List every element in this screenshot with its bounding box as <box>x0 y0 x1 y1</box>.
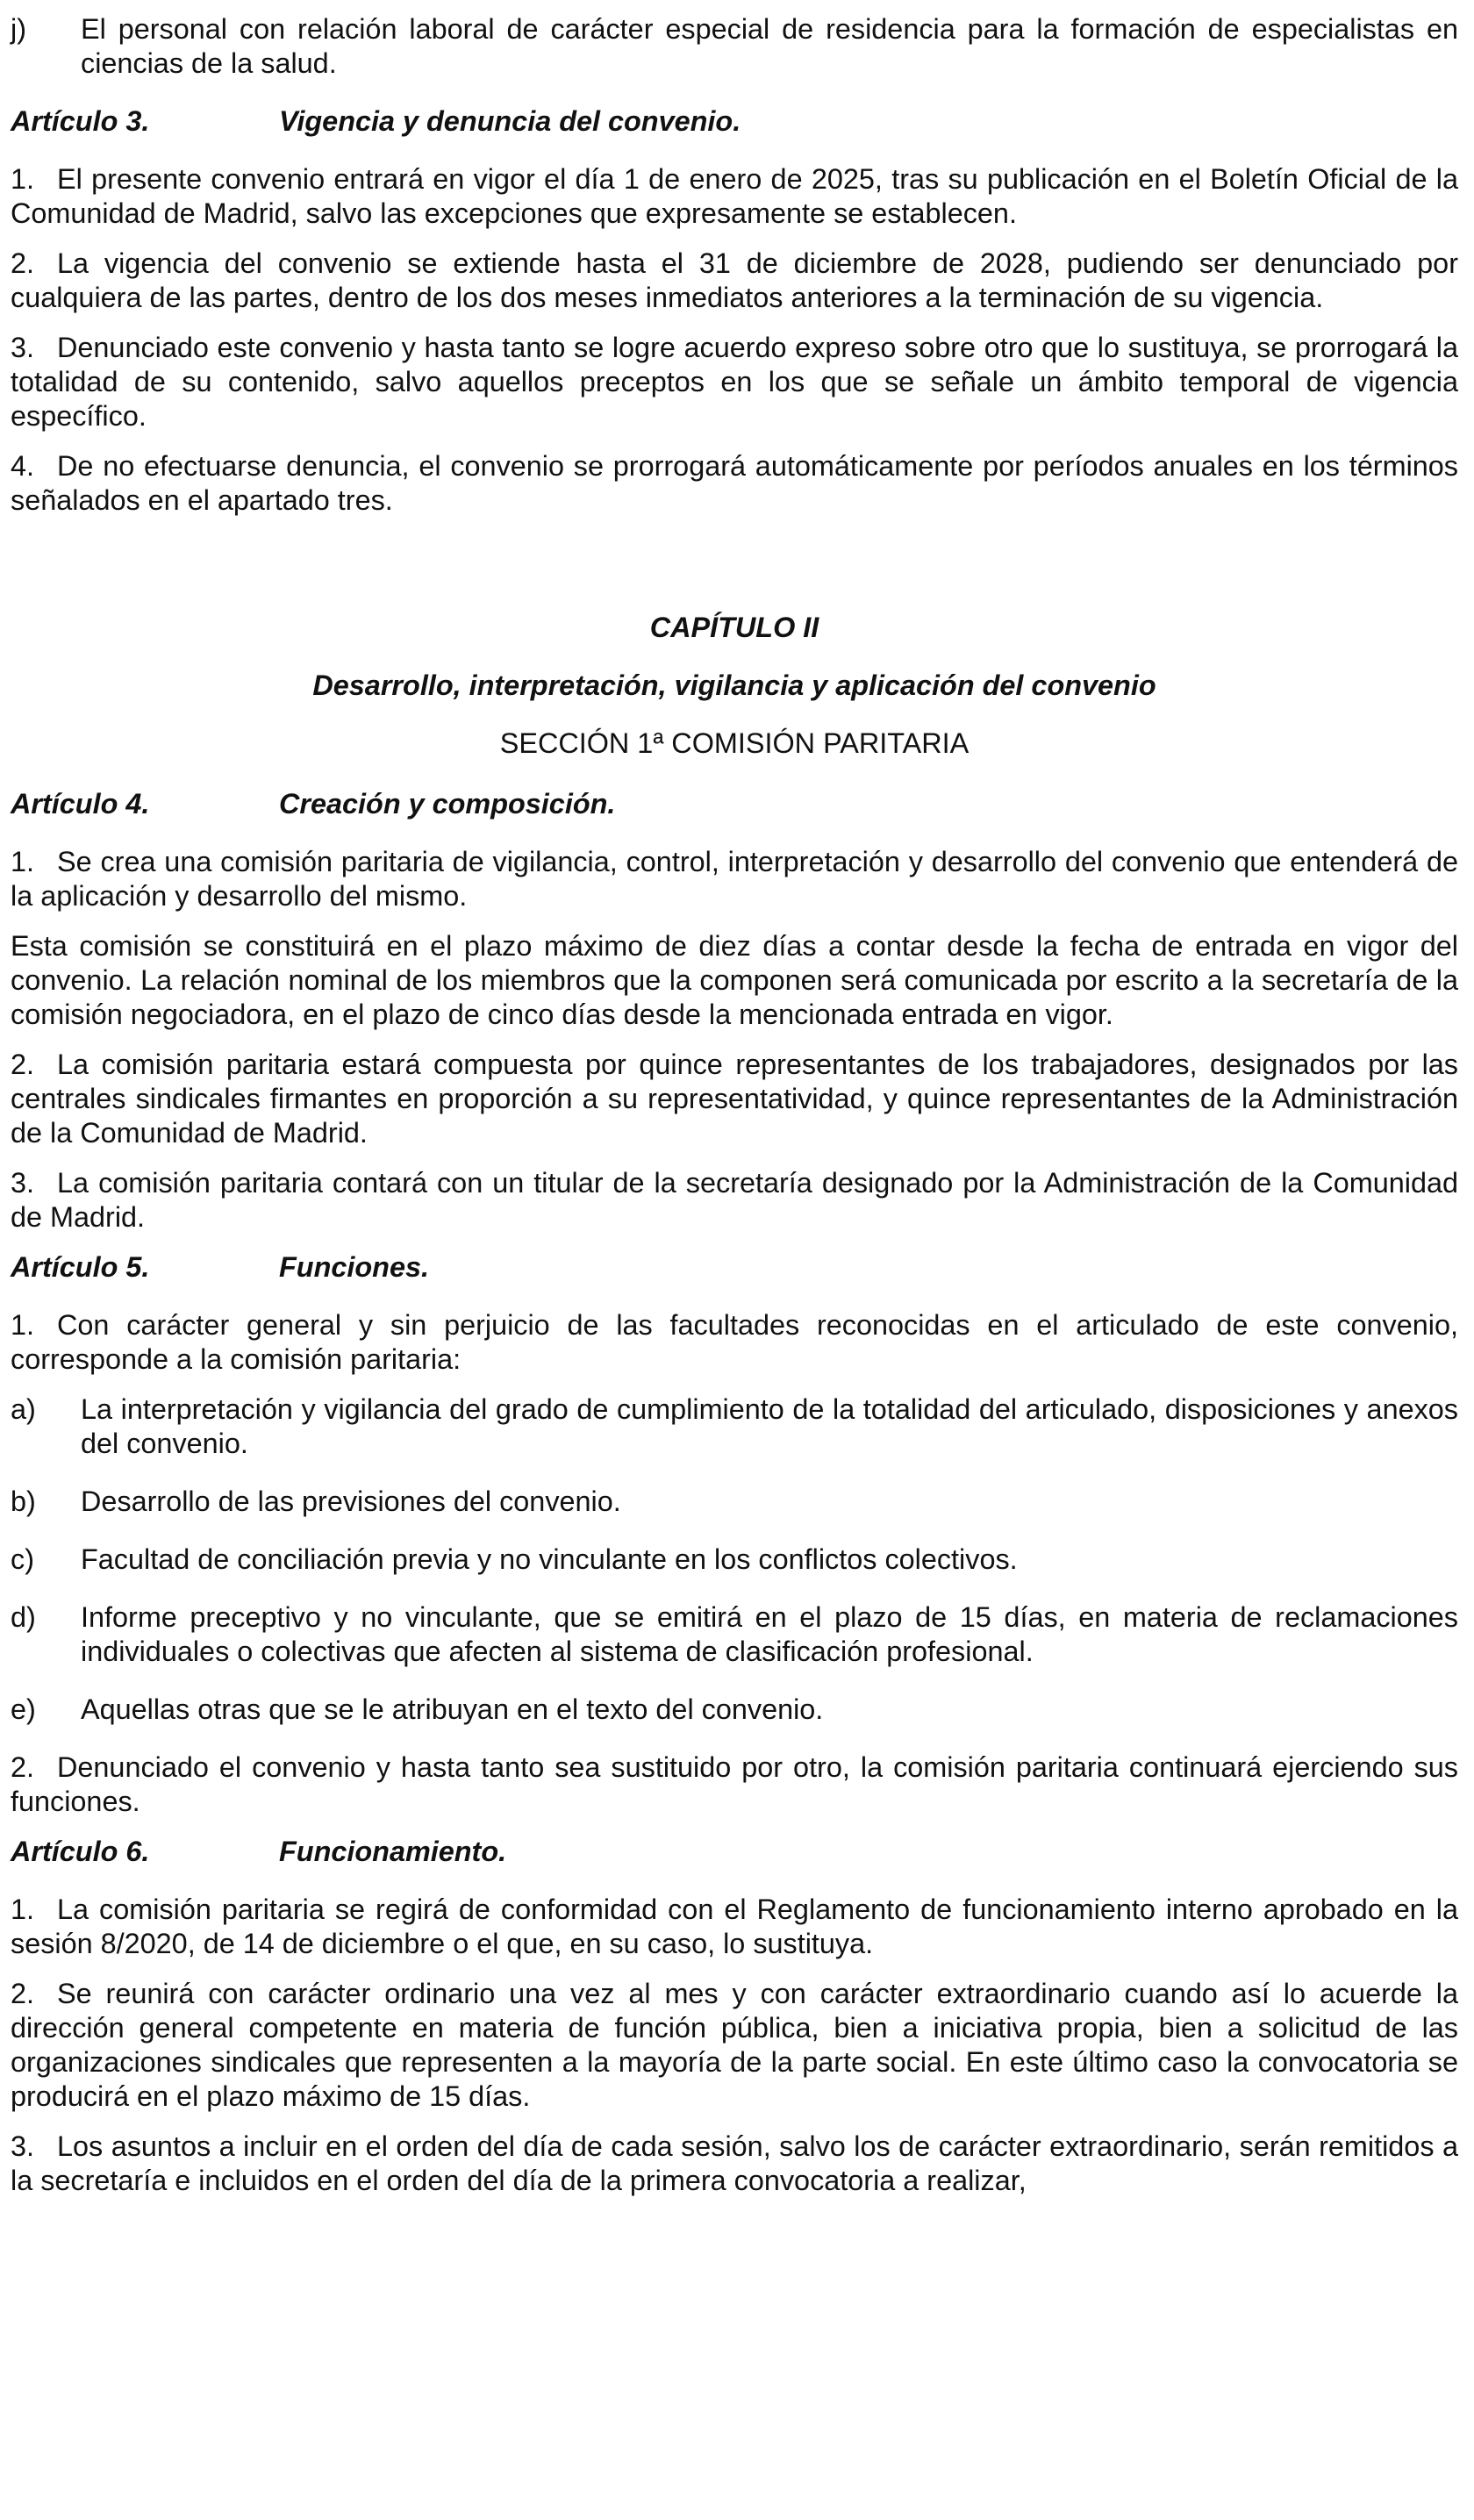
paragraph-text: Se crea una comisión paritaria de vigilancia, control, interpretación y desarrollo del convenio que entenderá de la aplicación y desarrollo del mismo. <box>11 846 1458 912</box>
paragraph-number: 2. <box>11 1049 35 1080</box>
paragraph <box>11 929 1458 1032</box>
chapter-heading: CAPÍTULO II <box>649 612 819 643</box>
list-label: c) <box>11 1543 34 1575</box>
list-text: La interpretación y vigilancia del grado de cumplimiento de la totalidad del articulado, disposiciones y anexos del convenio. <box>81 1393 1458 1459</box>
paragraph-number: 1. <box>11 1309 35 1341</box>
paragraph-text: Se reunirá con carácter ordinario una vez al mes y con carácter extraordinario cuando así lo acuerde la dirección general competente en materia de función pública, bien a iniciativa propia, bien a solicitud de las organizaciones sindicales que representen a la mayoría de la parte social. En este último caso la convocatoria se producirá en el plazo máximo de 15 días. <box>11 1978 1458 2112</box>
list-item-b <box>11 1485 1458 1519</box>
list-label: a) <box>11 1393 36 1425</box>
paragraph-number: 4. <box>11 450 35 482</box>
paragraph-number: 2. <box>11 247 35 279</box>
paragraph-number: 1. <box>11 163 35 195</box>
paragraph <box>11 2130 1458 2198</box>
paragraph-number: 3. <box>11 2130 35 2162</box>
list-label: j) <box>11 13 26 45</box>
article-5-heading <box>11 1250 1458 1285</box>
paragraph-text: Denunciado el convenio y hasta tanto sea sustituido por otro, la comisión paritaria continuará ejerciendo sus funciones. <box>11 1751 1458 1817</box>
article-label: Artículo 6. <box>11 1836 150 1867</box>
list-label: e) <box>11 1693 36 1725</box>
paragraph-number: 1. <box>11 846 35 877</box>
list-text: Desarrollo de las previsiones del convenio. <box>81 1486 621 1517</box>
paragraph <box>11 1166 1458 1235</box>
list-item-j <box>11 12 1458 81</box>
list-text: Aquellas otras que se le atribuyan en el texto del convenio. <box>81 1693 824 1725</box>
article-title: Funcionamiento. <box>279 1836 507 1867</box>
paragraph <box>11 1750 1458 1819</box>
list-label: b) <box>11 1486 36 1517</box>
paragraph-number: 3. <box>11 332 35 363</box>
article-label: Artículo 5. <box>11 1251 150 1283</box>
list-item-d <box>11 1600 1458 1669</box>
paragraph-text: La comisión paritaria contará con un titular de la secretaría designado por la Administración de la Comunidad de Madrid. <box>11 1167 1458 1233</box>
paragraph-text: El presente convenio entrará en vigor el día 1 de enero de 2025, tras su publicación en el Boletín Oficial de la Comunidad de Madrid, salvo las excepciones que expresamente se establecen. <box>11 163 1458 229</box>
article-4-heading <box>11 787 1458 821</box>
chapter-subtitle: Desarrollo, interpretación, vigilancia y aplicación del convenio <box>312 669 1156 701</box>
list-item-e <box>11 1693 1458 1727</box>
article-title: Creación y composición. <box>279 788 616 820</box>
paragraph-text: De no efectuarse denuncia, el convenio se prorrogará automáticamente por períodos anuales en los términos señalados en el apartado tres. <box>11 450 1458 516</box>
paragraph <box>11 1977 1458 2114</box>
paragraph-text: Esta comisión se constituirá en el plazo máximo de diez días a contar desde la fecha de entrada en vigor del convenio. La relación nominal de los miembros que la componen será comunicada por escrito a la secretaría de la comisión negociadora, en el plazo de cinco días desde la mencionada entrada en vigor. <box>11 930 1458 1030</box>
list-text: Facultad de conciliación previa y no vinculante en los conflictos colectivos. <box>81 1543 1018 1575</box>
list-label: d) <box>11 1601 36 1633</box>
paragraph-text: Los asuntos a incluir en el orden del día de cada sesión, salvo los de carácter extraordinario, serán remitidos a la secretaría e incluidos en el orden del día de la primera convocatoria a realizar, <box>11 2130 1458 2196</box>
paragraph <box>11 1308 1458 1377</box>
section-heading: SECCIÓN 1ª COMISIÓN PARITARIA <box>499 727 970 759</box>
article-title: Funciones. <box>279 1251 429 1283</box>
list-text: Informe preceptivo y no vinculante, que se emitirá en el plazo de 15 días, en materia de reclamaciones individuales o colectivas que afecten al sistema de clasificación profesional. <box>81 1601 1458 1667</box>
paragraph <box>11 449 1458 518</box>
paragraph-number: 3. <box>11 1167 35 1199</box>
paragraph <box>11 845 1458 913</box>
article-label: Artículo 3. <box>11 105 150 137</box>
paragraph-text: La comisión paritaria estará compuesta por quince representantes de los trabajadores, designados por las centrales sindicales firmantes en proporción a su representatividad, y quince representantes de la Administración de la Comunidad de Madrid. <box>11 1049 1458 1149</box>
article-label: Artículo 4. <box>11 788 150 820</box>
article-6-heading <box>11 1835 1458 1869</box>
paragraph-number: 2. <box>11 1751 35 1783</box>
paragraph-text: La comisión paritaria se regirá de conformidad con el Reglamento de funcionamiento interno aprobado en la sesión 8/2020, de 14 de diciembre o el que, en su caso, lo sustituya. <box>11 1894 1458 1959</box>
paragraph <box>11 247 1458 315</box>
list-item-a <box>11 1392 1458 1461</box>
list-item-c <box>11 1543 1458 1577</box>
paragraph-text: La vigencia del convenio se extiende hasta el 31 de diciembre de 2028, pudiendo ser denunciado por cualquiera de las partes, dentro de los dos meses inmediatos anteriores a la terminación de su vigencia. <box>11 247 1458 313</box>
paragraph <box>11 331 1458 433</box>
article-title: Vigencia y denuncia del convenio. <box>279 105 741 137</box>
paragraph <box>11 1893 1458 1961</box>
article-3-heading <box>11 104 1458 139</box>
paragraph-number: 1. <box>11 1894 35 1925</box>
paragraph-text: Denunciado este convenio y hasta tanto se logre acuerdo expreso sobre otro que lo sustituya, se prorrogará la totalidad de su contenido, salvo aquellos preceptos en los que se señale un ámbito temporal de vigencia específico. <box>11 332 1458 432</box>
paragraph-text: Con carácter general y sin perjuicio de las facultades reconocidas en el articulado de este convenio, corresponde a la comisión paritaria: <box>11 1309 1458 1375</box>
paragraph <box>11 1048 1458 1150</box>
paragraph-number: 2. <box>11 1978 35 2009</box>
list-text: El personal con relación laboral de carácter especial de residencia para la formación de especialistas en ciencias de la salud. <box>81 13 1458 79</box>
paragraph <box>11 162 1458 231</box>
